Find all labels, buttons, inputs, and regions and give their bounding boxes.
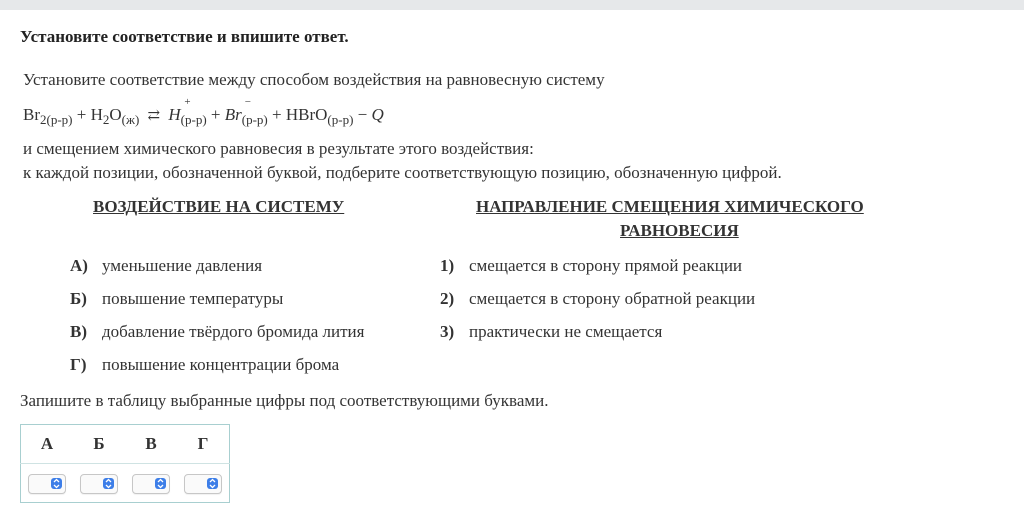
eq-h-charge: + [184,96,191,108]
answer-select-g[interactable] [184,474,222,494]
item-key: 3) [440,322,455,341]
eq-h-ion [168,96,207,128]
list-item [70,289,283,309]
item-key: Б) [70,289,87,308]
select-arrows-icon [155,478,166,489]
item-text: практически не смещается [469,322,663,341]
eq-o: O [109,105,122,124]
eq-br2-sub: 2(р-р) [40,112,73,127]
item-key: А) [70,256,88,275]
select-arrows-icon [207,478,218,489]
item-text: добавление твёрдого бромида лития [102,322,365,341]
item-text: смещается в сторону обратной реакции [469,289,756,308]
eq-minus: − [353,105,372,124]
answer-select-v[interactable] [132,474,170,494]
eq-h: H [168,105,181,124]
instruction-line: к каждой позиции, обозначенной буквой, подберите соответствующую позицию, обозначенную цифрой. [23,163,782,182]
item-key: В) [70,322,87,341]
item-text: смещается в сторону прямой реакции [469,256,743,275]
eq-plus-hbro: + HBrO [267,105,328,124]
table-letter: Г [177,425,230,464]
eq-q: Q [371,105,384,124]
item-text: уменьшение давления [102,256,263,275]
reaction-equation [23,96,384,137]
equilibrium-arrow-icon: ⇄ [147,108,161,124]
item-key: Г) [70,355,87,374]
answer-select-a[interactable] [28,474,66,494]
intro-line: Установите соответствие между способом воздействия на равновесную систему [23,70,605,89]
answer-prompt: Запишите в таблицу выбранные цифры под соответствующими буквами. [20,391,549,410]
right-column-header-line2: РАВНОВЕСИЯ [620,221,739,240]
task-heading: Установите соответствие и впишите ответ. [20,27,349,46]
select-arrows-icon [103,478,114,489]
table-letter: Б [73,425,125,464]
right-column-header-line1: НАПРАВЛЕНИЕ СМЕЩЕНИЯ ХИМИЧЕСКОГО [476,197,864,216]
eq-br2: Br [23,105,40,124]
eq-br-sub: (р-р) [241,112,268,127]
list-item [70,355,339,375]
item-text: повышение температуры [102,289,284,308]
list-item [440,322,662,342]
eq-br-charge: − [244,96,251,108]
item-key: 2) [440,289,455,308]
item-key: 1) [440,256,455,275]
list-item [440,289,755,309]
list-item [440,256,742,276]
answer-select-b[interactable] [80,474,118,494]
eq-hbro-sub: (р-р) [327,112,354,127]
answer-table [20,424,230,503]
eq-br: Br [224,105,242,124]
select-arrows-icon [51,478,62,489]
eq-h2o-sub: 2 [102,112,110,127]
table-letter: А [21,425,74,464]
eq-h2o-phase: (ж) [121,112,140,127]
table-letter: В [125,425,177,464]
eq-plus2: + [206,105,225,124]
left-column-header: ВОЗДЕЙСТВИЕ НА СИСТЕМУ [93,197,345,216]
top-bar [0,0,1024,10]
eq-br-ion [224,96,268,128]
list-item [70,322,364,342]
list-item [70,256,262,276]
eq-h-sub: (р-р) [180,112,207,127]
line-after-equation: и смещением химического равновесия в результате этого воздействия: [23,139,534,158]
eq-plus-h: + H [72,105,103,124]
item-text: повышение концентрации брома [102,355,340,374]
